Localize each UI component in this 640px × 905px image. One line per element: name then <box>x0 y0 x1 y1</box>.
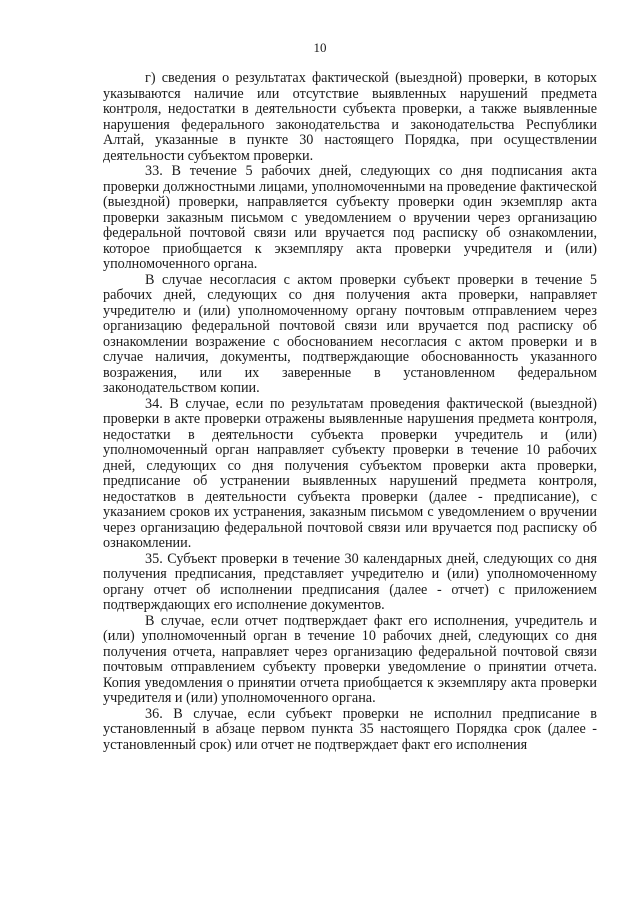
paragraph-36: 36. В случае, если субъект проверки не исполнил предписание в установленный в абзаце первом пункта 35 настоящего Порядка срок (далее - установленный срок) или отчет не подтверждает факт его исполнения <box>103 705 597 753</box>
paragraph-34: 34. В случае, если по результатам проведения фактической (выездной) проверки в акте проверки отражены выявленные нарушения предмета контроля, недостатки в деятельности субъекта проверки учредитель и (или) уполномоченный орган направляет субъекту проверки в течение 10 рабочих дней, следующих со дня получения субъектом проверки акта проверки, предписание об устранении выявленных нарушений предмета контроля, недостатков в деятельности субъекта проверки (далее - предписание), с указанием сроков их устранения, заказным письмом с уведомлением о вручении через организацию федеральной почтовой связи или вручается под расписку об ознакомлении. <box>103 395 597 551</box>
page-number: 10 <box>313 40 327 55</box>
paragraph-item-g: г) сведения о результатах фактической (выездной) проверки, в которых указываются наличие или отсутствие выявленных нарушений предмета контроля, недостатки в деятельности субъекта проверки, а также выявленные нарушения федерального законодательства и законодательства Республики Алтай, указанные в пункте 30 настоящего Порядка, при осуществлении деятельности субъектом проверки. <box>103 70 597 164</box>
body-text <box>103 71 597 753</box>
paragraph-33: 33. В течение 5 рабочих дней, следующих со дня подписания акта проверки должностными лицами, уполномоченными на проведение фактической (выездной) проверки, направляется субъекту проверки один экземпляр акта проверки заказным письмом с уведомлением о вручении через организацию федеральной почтовой связи или вручается под расписку об ознакомлении, которое приобщается к экземпляру акта проверки учредителя и (или) уполномоченного органа. <box>103 163 597 272</box>
paragraph-33-objection: В случае несогласия с актом проверки субъект проверки в течение 5 рабочих дней, следующих со дня получения акта проверки, направляет учредителю и (или) уполномоченному органу почтовым отправлением через организацию федеральной почтовой связи или вручается под расписку об ознакомлении возражение с обоснованием несогласия с актом проверки и в случае наличия, документы, подтверждающие обоснованность указанного возражения, или их заверенные в установленном федеральном законодательством копии. <box>103 271 597 396</box>
paragraph-35-confirmation: В случае, если отчет подтверждает факт его исполнения, учредитель и (или) уполномоченный орган в течение 10 рабочих дней, следующих со дня получения отчета, направляет через организацию федеральной почтовой связи почтовым отправлением субъекту проверки уведомление о принятии отчета. Копия уведомления о принятии отчета приобщается к экземпляру акта проверки учредителя и (или) уполномоченного органа. <box>103 612 597 706</box>
paragraph-35: 35. Субъект проверки в течение 30 календарных дней, следующих со дня получения предписания, представляет учредителю и (или) уполномоченному органу отчет об исполнении предписания (далее - отчет) с приложением подтверждающих его исполнение документов. <box>103 550 597 613</box>
